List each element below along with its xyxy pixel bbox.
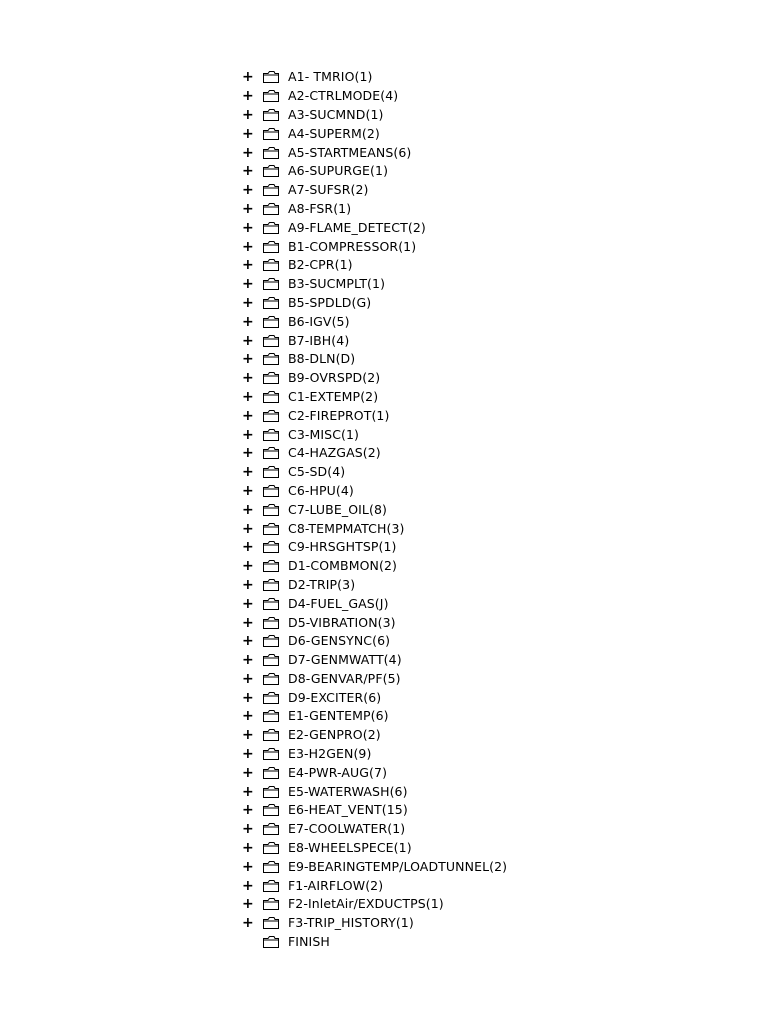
expand-plus-icon[interactable]: + <box>242 915 254 932</box>
tree-node[interactable] <box>240 444 507 463</box>
folder-closed-icon <box>262 125 288 143</box>
expand-plus-icon[interactable]: + <box>242 670 254 687</box>
tree-node[interactable] <box>240 463 507 482</box>
folder-closed-icon <box>262 614 288 632</box>
tree-node[interactable] <box>240 162 507 181</box>
expand-plus-icon[interactable]: + <box>242 163 254 180</box>
tree-node[interactable] <box>240 181 507 200</box>
folder-closed-icon <box>262 839 288 857</box>
folder-closed-icon <box>262 87 288 105</box>
tree-node[interactable] <box>240 68 507 87</box>
tree-node[interactable] <box>240 688 507 707</box>
tree-node-label[interactable]: D6-GENSYNC(6) <box>288 633 391 649</box>
folder-closed-icon <box>262 933 288 951</box>
expand-plus-icon[interactable]: + <box>242 351 254 368</box>
folder-closed-icon <box>262 313 288 331</box>
expand-plus-icon[interactable]: + <box>242 257 254 274</box>
tree-node-label[interactable]: F1-AIRFLOW(2) <box>288 877 384 893</box>
tree-node[interactable] <box>240 857 507 876</box>
folder-closed-icon <box>262 350 288 368</box>
tree-node-label[interactable]: C4-HAZGAS(2) <box>288 445 381 461</box>
folder-closed-icon <box>262 726 288 744</box>
tree-node-label[interactable]: B2-CPR(1) <box>288 257 353 273</box>
tree-node-label[interactable]: B9-OVRSPD(2) <box>288 370 381 386</box>
expand-plus-icon[interactable]: + <box>242 539 254 556</box>
tree-node[interactable] <box>240 745 507 764</box>
tree-node[interactable] <box>240 763 507 782</box>
expander-placeholder <box>240 933 262 951</box>
expand-plus-icon[interactable]: + <box>242 614 254 631</box>
tree-node[interactable] <box>240 632 507 651</box>
tree-node[interactable] <box>240 670 507 689</box>
folder-closed-icon <box>262 858 288 876</box>
tree-node[interactable] <box>240 124 507 143</box>
tree-node-label[interactable]: E2-GENPRO(2) <box>288 727 381 743</box>
tree-node[interactable] <box>240 933 507 952</box>
folder-closed-icon <box>262 369 288 387</box>
expand-plus-icon[interactable]: + <box>242 520 254 537</box>
folder-closed-icon <box>262 651 288 669</box>
tree-node[interactable] <box>240 914 507 933</box>
expand-plus-icon[interactable]: + <box>242 840 254 857</box>
expand-plus-icon[interactable]: + <box>242 652 254 669</box>
tree-node[interactable] <box>240 237 507 256</box>
folder-closed-icon <box>262 482 288 500</box>
tree-node-label[interactable]: E6-HEAT_VENT(15) <box>288 802 408 818</box>
expand-plus-icon[interactable]: + <box>242 182 254 199</box>
tree-node[interactable] <box>240 350 507 369</box>
folder-closed-icon <box>262 895 288 913</box>
tree-node-label[interactable]: D1-COMBMON(2) <box>288 558 397 574</box>
folder-closed-icon <box>262 914 288 932</box>
folder-closed-icon <box>262 294 288 312</box>
expand-plus-icon[interactable]: + <box>242 332 254 349</box>
tree-node-label[interactable]: D7-GENMWATT(4) <box>288 652 402 668</box>
tree-node-label[interactable]: A7-SUFSR(2) <box>288 182 369 198</box>
expand-plus-icon[interactable]: + <box>242 370 254 387</box>
tree-node-label[interactable]: E3-H2GEN(9) <box>288 746 372 762</box>
folder-closed-icon <box>262 388 288 406</box>
tree-node[interactable] <box>240 331 507 350</box>
expand-plus-icon[interactable]: + <box>242 633 254 650</box>
expand-plus-icon[interactable]: + <box>242 445 254 462</box>
expand-plus-icon[interactable]: + <box>242 689 254 706</box>
tree-node-label[interactable]: C1-EXTEMP(2) <box>288 388 379 404</box>
tree-node[interactable] <box>240 218 507 237</box>
tree-node[interactable] <box>240 726 507 745</box>
expand-plus-icon[interactable]: + <box>242 69 254 86</box>
tree-node[interactable] <box>240 143 507 162</box>
tree-node-label[interactable]: B8-DLN(D) <box>288 351 356 367</box>
expand-plus-icon[interactable]: + <box>242 88 254 105</box>
tree-node[interactable] <box>240 557 507 576</box>
tree-node[interactable] <box>240 256 507 275</box>
folder-closed-icon <box>262 745 288 763</box>
expand-plus-icon[interactable]: + <box>242 388 254 405</box>
tree-node[interactable] <box>240 820 507 839</box>
expand-plus-icon[interactable]: + <box>242 276 254 293</box>
folder-closed-icon <box>262 68 288 86</box>
tree-node-label[interactable]: C7-LUBE_OIL(8) <box>288 501 388 517</box>
folder-closed-icon <box>262 238 288 256</box>
tree-node-label[interactable]: E7-COOLWATER(1) <box>288 821 406 837</box>
tree-node[interactable] <box>240 576 507 595</box>
folder-closed-icon <box>262 162 288 180</box>
folder-closed-icon <box>262 801 288 819</box>
tree-node[interactable] <box>240 369 507 388</box>
tree-node-label[interactable]: F2-InletAir/EXDUCTPS(1) <box>288 896 444 912</box>
expand-plus-icon[interactable]: + <box>242 746 254 763</box>
folder-closed-icon <box>262 407 288 425</box>
folder-closed-icon <box>262 426 288 444</box>
folder-closed-icon <box>262 200 288 218</box>
expand-plus-icon[interactable]: + <box>242 219 254 236</box>
folder-closed-icon <box>262 538 288 556</box>
folder-closed-icon <box>262 877 288 895</box>
tree-node[interactable] <box>240 275 507 294</box>
expand-plus-icon[interactable]: + <box>242 407 254 424</box>
tree-node[interactable] <box>240 106 507 125</box>
folder-closed-icon <box>262 256 288 274</box>
folder-closed-icon <box>262 689 288 707</box>
tree-node-label[interactable]: E1-GENTEMP(6) <box>288 708 389 724</box>
tree-node-label[interactable]: F3-TRIP_HISTORY(1) <box>288 915 414 931</box>
expand-plus-icon[interactable]: + <box>242 858 254 875</box>
tree-node[interactable] <box>240 406 507 425</box>
tree-node[interactable] <box>240 594 507 613</box>
tree-node[interactable] <box>240 294 507 313</box>
folder-closed-icon <box>262 783 288 801</box>
tree-node-label[interactable]: A2-CTRLMODE(4) <box>288 88 399 104</box>
expand-plus-icon[interactable]: + <box>242 144 254 161</box>
expand-plus-icon[interactable]: + <box>242 727 254 744</box>
tree-node[interactable] <box>240 876 507 895</box>
tree-node-label[interactable]: D8-GENVAR/PF(5) <box>288 670 401 686</box>
expand-plus-icon[interactable]: + <box>242 877 254 894</box>
tree-node[interactable] <box>240 782 507 801</box>
tree-node-label[interactable]: C5-SD(4) <box>288 464 346 480</box>
tree-node-label[interactable]: C9-HRSGHTSP(1) <box>288 539 397 555</box>
tree-node-label[interactable]: A4-SUPERM(2) <box>288 125 380 141</box>
expand-plus-icon[interactable]: + <box>242 294 254 311</box>
tree-node[interactable] <box>240 613 507 632</box>
folder-closed-icon <box>262 576 288 594</box>
tree-node[interactable] <box>240 500 507 519</box>
tree-node-label[interactable]: A1- TMRIO(1) <box>288 69 373 85</box>
folder-closed-icon <box>262 444 288 462</box>
expand-plus-icon[interactable]: + <box>242 106 254 123</box>
tree-node[interactable] <box>240 651 507 670</box>
expand-plus-icon[interactable]: + <box>242 802 254 819</box>
tree-node[interactable] <box>240 839 507 858</box>
expand-plus-icon[interactable]: + <box>242 313 254 330</box>
expand-plus-icon[interactable]: + <box>242 896 254 913</box>
tree-node-label[interactable]: A5-STARTMEANS(6) <box>288 144 412 160</box>
expand-plus-icon[interactable]: + <box>242 200 254 217</box>
folder-closed-icon <box>262 764 288 782</box>
folder-closed-icon <box>262 557 288 575</box>
tree-node[interactable] <box>240 425 507 444</box>
expand-plus-icon[interactable]: + <box>242 821 254 838</box>
folder-closed-icon <box>262 670 288 688</box>
tree-node[interactable] <box>240 200 507 219</box>
tree-node-label[interactable]: B6-IGV(5) <box>288 313 350 329</box>
expand-plus-icon[interactable]: + <box>242 595 254 612</box>
folder-closed-icon <box>262 707 288 725</box>
tree-node-label[interactable]: D5-VIBRATION(3) <box>288 614 396 630</box>
tree-node-label[interactable]: C2-FIREPROT(1) <box>288 407 390 423</box>
tree-node-label[interactable]: C8-TEMPMATCH(3) <box>288 520 405 536</box>
tree-node[interactable] <box>240 707 507 726</box>
folder-closed-icon <box>262 463 288 481</box>
tree-node-label[interactable]: C6-HPU(4) <box>288 482 354 498</box>
folder-closed-icon <box>262 275 288 293</box>
tree-node-label[interactable]: B3-SUCMPLT(1) <box>288 276 386 292</box>
tree-node-label[interactable]: C3-MISC(1) <box>288 426 360 442</box>
expand-plus-icon[interactable]: + <box>242 464 254 481</box>
tree-node-label[interactable]: A8-FSR(1) <box>288 200 352 216</box>
tree-node-label[interactable]: B1-COMPRESSOR(1) <box>288 238 417 254</box>
tree-node-label[interactable]: E5-WATERWASH(6) <box>288 783 408 799</box>
tree-node-label[interactable]: E4-PWR-AUG(7) <box>288 764 388 780</box>
folder-closed-icon <box>262 501 288 519</box>
tree-node[interactable] <box>240 519 507 538</box>
folder-closed-icon <box>262 520 288 538</box>
folder-tree <box>240 68 507 951</box>
tree-node[interactable] <box>240 482 507 501</box>
expand-plus-icon[interactable]: + <box>242 708 254 725</box>
tree-node[interactable] <box>240 388 507 407</box>
tree-node-label[interactable]: E9-BEARINGTEMP/LOADTUNNEL(2) <box>288 858 508 874</box>
folder-closed-icon <box>262 332 288 350</box>
tree-node-label[interactable]: D9-EXCITER(6) <box>288 689 382 705</box>
tree-node-label[interactable]: D2-TRIP(3) <box>288 576 356 592</box>
expand-plus-icon[interactable]: + <box>242 482 254 499</box>
expand-plus-icon[interactable]: + <box>242 576 254 593</box>
tree-node[interactable] <box>240 895 507 914</box>
tree-node-label[interactable]: A6-SUPURGE(1) <box>288 163 389 179</box>
folder-closed-icon <box>262 144 288 162</box>
tree-node-label[interactable]: A9-FLAME_DETECT(2) <box>288 219 426 235</box>
tree-node-label[interactable]: A3-SUCMND(1) <box>288 106 384 122</box>
folder-closed-icon <box>262 632 288 650</box>
expand-plus-icon[interactable]: + <box>242 783 254 800</box>
tree-node-label[interactable]: B5-SPDLD(G) <box>288 294 372 310</box>
folder-closed-icon <box>262 219 288 237</box>
expand-plus-icon[interactable]: + <box>242 764 254 781</box>
folder-closed-icon <box>262 106 288 124</box>
tree-node-label[interactable]: FINISH <box>288 934 330 950</box>
expand-plus-icon[interactable]: + <box>242 558 254 575</box>
expand-plus-icon[interactable]: + <box>242 238 254 255</box>
tree-node-label[interactable]: D4-FUEL_GAS(J) <box>288 595 389 611</box>
tree-node-label[interactable]: E8-WHEELSPECE(1) <box>288 840 412 856</box>
tree-node[interactable] <box>240 87 507 106</box>
tree-node-label[interactable]: B7-IBH(4) <box>288 332 350 348</box>
tree-node[interactable] <box>240 538 507 557</box>
tree-node[interactable] <box>240 312 507 331</box>
expand-plus-icon[interactable]: + <box>242 426 254 443</box>
expand-plus-icon[interactable]: + <box>242 501 254 518</box>
folder-closed-icon <box>262 181 288 199</box>
tree-node[interactable] <box>240 801 507 820</box>
expand-plus-icon[interactable]: + <box>242 125 254 142</box>
folder-closed-icon <box>262 820 288 838</box>
folder-closed-icon <box>262 595 288 613</box>
